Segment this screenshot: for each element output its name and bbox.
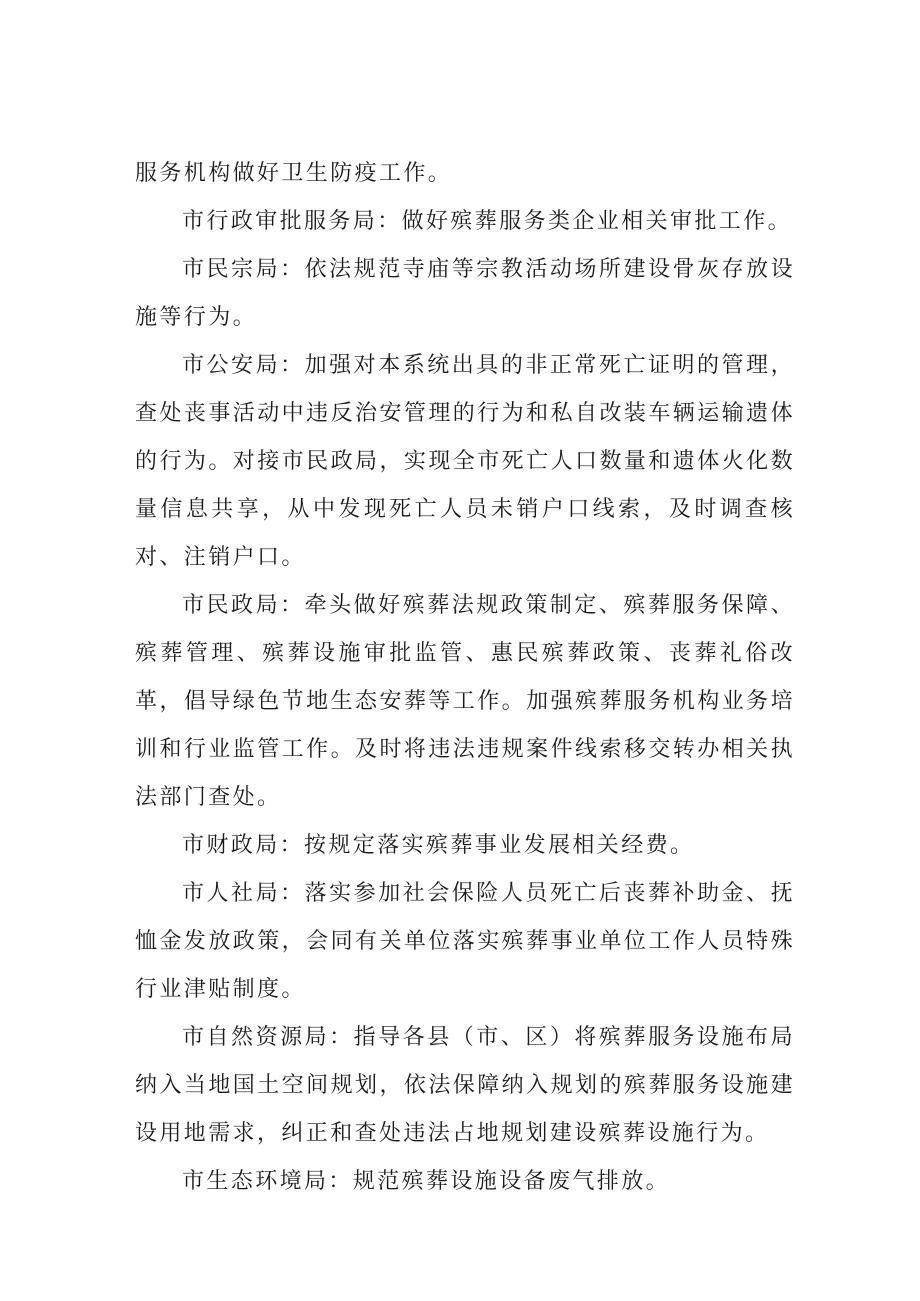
- paragraph-human-resources-bureau: 市人社局：落实参加社会保险人员死亡后丧葬补助金、抚恤金发放政策，会同有关单位落实殡葬事业单位工作人员特殊行业津贴制度。: [135, 881, 795, 1002]
- paragraph-admin-approval-bureau: 市行政审批服务局：做好殡葬服务类企业相关审批工作。: [182, 209, 793, 234]
- paragraph-natural-resources-bureau: 市自然资源局：指导各县（市、区）将殡葬服务设施布局纳入当地国土空间规划，依法保障纳入规划的殡葬服务设施建设用地需求，纠正和查处违法占地规划建设殡葬设施行为。: [135, 1025, 795, 1146]
- paragraph-ecology-environment-bureau: 市生态环境局：规范殡葬设施设备废气排放。: [182, 1169, 671, 1194]
- paragraph-public-security-bureau: 市公安局：加强对本系统出具的非正常死亡证明的管理，查处丧事活动中违反治安管理的行为和私自改装车辆运输遗体的行为。对接市民政局，实现全市死亡人口数量和遗体火化数量信息共享，从中发现死亡人员未销户口线索，及时调查核对、注销户口。: [135, 353, 795, 570]
- paragraph-ethnic-religious-bureau: 市民宗局：依法规范寺庙等宗教活动场所建设骨灰存放设施等行为。: [135, 257, 795, 330]
- document-body: [135, 150, 795, 1206]
- paragraph-continuation: 服务机构做好卫生防疫工作。: [135, 161, 453, 186]
- paragraph-finance-bureau: 市财政局：按规定落实殡葬事业发展相关经费。: [182, 833, 695, 858]
- paragraph-civil-affairs-bureau: 市民政局：牵头做好殡葬法规政策制定、殡葬服务保障、殡葬管理、殡葬设施审批监管、惠民殡葬政策、丧葬礼俗改革，倡导绿色节地生态安葬等工作。加强殡葬服务机构业务培训和行业监管工作。及时将违法违规案件线索移交转办相关执法部门查处。: [135, 593, 795, 810]
